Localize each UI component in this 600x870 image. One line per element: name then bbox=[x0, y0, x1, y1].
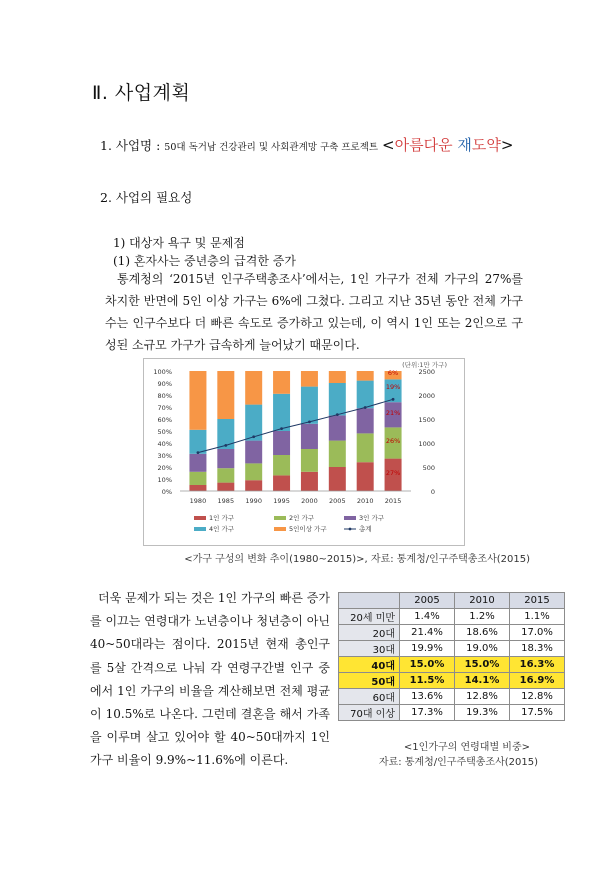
bar-segment bbox=[245, 371, 262, 405]
table-cell: 17.0% bbox=[510, 625, 565, 641]
x-tick-label: 1990 bbox=[245, 497, 262, 505]
subheading-growth: (1) 혼자사는 중년층의 급격한 증가 bbox=[113, 254, 296, 268]
brand-part-c: 도약 bbox=[471, 136, 501, 154]
row-label: 60대 bbox=[339, 689, 400, 705]
table-header-2015: 2015 bbox=[510, 593, 565, 609]
bar-segment bbox=[245, 463, 262, 480]
bar-segment bbox=[273, 371, 290, 394]
y-tick-left: 20% bbox=[157, 464, 172, 472]
legend-label: 1인 가구 bbox=[209, 514, 235, 522]
table-cell: 21.4% bbox=[400, 625, 455, 641]
legend-swatch bbox=[194, 527, 206, 531]
bar-annotation: 6% bbox=[387, 369, 399, 377]
table-header-row bbox=[339, 593, 565, 609]
table-header-2010: 2010 bbox=[455, 593, 510, 609]
table-cell: 14.1% bbox=[455, 673, 510, 689]
legend-line-marker bbox=[349, 528, 352, 531]
table-cell: 19.0% bbox=[455, 641, 510, 657]
table-caption: <1인가구의 연령대별 비중> bbox=[403, 742, 530, 753]
bar-segment bbox=[273, 394, 290, 431]
table-cell: 17.3% bbox=[400, 705, 455, 721]
bar-segment bbox=[189, 485, 206, 491]
table-header-2005: 2005 bbox=[400, 593, 455, 609]
bar-segment bbox=[301, 371, 318, 387]
paragraph-age-groups: 더욱 문제가 되는 것은 1인 가구의 빠른 증가를 이끄는 연령대가 노년층이나 청년층이 아닌 40~50대라는 점이다. 2015년 현재 총인구를 5살 간격으로 나눠 각 연령구간별 인구 중에서 1인 가구의 비율을 계산해보면 전체 평균이 10.5%로 나온다. 그런데 결혼을 해서 가족을 이루며 살고 있어야 할 40~50대까지 1인 가구 비율이 9.9%~11.6%에 이른다. bbox=[90, 591, 330, 768]
table-cell: 16.9% bbox=[510, 673, 565, 689]
y-tick-right: 0 bbox=[430, 488, 435, 496]
row-label: 20세 미만 bbox=[339, 609, 400, 625]
row-label: 20대 bbox=[339, 625, 400, 641]
project-description: 50대 독거남 건강관리 및 사회관계망 구축 프로젝트 bbox=[164, 142, 379, 153]
bar-segment bbox=[301, 472, 318, 491]
table-cell: 15.0% bbox=[400, 657, 455, 673]
total-point bbox=[392, 398, 395, 401]
table-cell: 19.9% bbox=[400, 641, 455, 657]
bar-segment bbox=[273, 455, 290, 475]
table-cell: 1.1% bbox=[510, 609, 565, 625]
household-composition-chart bbox=[143, 358, 465, 546]
y-tick-right: 2000 bbox=[418, 392, 435, 400]
table-cell: 19.3% bbox=[455, 705, 510, 721]
total-point bbox=[280, 427, 283, 430]
table-row bbox=[339, 705, 565, 721]
table-row bbox=[339, 641, 565, 657]
bar-segment bbox=[245, 480, 262, 491]
legend-label: 5인이상 가구 bbox=[289, 525, 327, 533]
table-cell: 17.5% bbox=[510, 705, 565, 721]
section-title: Ⅱ. 사업계획 bbox=[92, 82, 191, 104]
x-tick-label: 1995 bbox=[273, 497, 290, 505]
y-tick-right: 1500 bbox=[418, 416, 435, 424]
bar-segment bbox=[329, 383, 346, 415]
x-tick-label: 2000 bbox=[301, 497, 318, 505]
x-tick-label: 1985 bbox=[217, 497, 235, 505]
y-tick-left: 10% bbox=[157, 476, 172, 484]
bar-segment bbox=[329, 371, 346, 383]
bar-segment bbox=[217, 483, 234, 491]
x-tick-label: 2005 bbox=[329, 497, 346, 505]
legend-swatch bbox=[274, 527, 286, 531]
y-tick-left: 100% bbox=[153, 368, 172, 376]
bar-segment bbox=[217, 449, 234, 468]
table-cell: 18.6% bbox=[455, 625, 510, 641]
bar-segment bbox=[329, 467, 346, 491]
project-label: 1. 사업명 : bbox=[100, 138, 161, 153]
total-point bbox=[252, 435, 255, 438]
y-tick-left: 0% bbox=[161, 488, 172, 496]
table-cell: 11.5% bbox=[400, 673, 455, 689]
bar-segment bbox=[301, 424, 318, 449]
brand-part-a: 아름다운 bbox=[394, 136, 458, 154]
y-tick-left: 30% bbox=[157, 452, 172, 460]
right-axis-label: (단위:1만 가구) bbox=[402, 361, 447, 369]
bar-segment bbox=[245, 441, 262, 464]
table-row bbox=[339, 625, 565, 641]
chart-svg bbox=[144, 359, 464, 545]
legend-label: 4인 가구 bbox=[209, 525, 235, 533]
legend-swatch bbox=[194, 516, 206, 520]
row-label: 30대 bbox=[339, 641, 400, 657]
bar-segment bbox=[357, 462, 374, 491]
x-tick-label: 2015 bbox=[384, 497, 402, 505]
subheading-needs: 1) 대상자 욕구 및 문제점 bbox=[113, 236, 245, 250]
bar-segment bbox=[357, 381, 374, 409]
table-header-corner bbox=[339, 593, 400, 609]
bar-segment bbox=[301, 449, 318, 472]
row-label: 70대 이상 bbox=[339, 705, 400, 721]
bar-segment bbox=[189, 371, 206, 430]
necessity-heading: 2. 사업의 필요성 bbox=[100, 190, 193, 205]
table-source: 자료: 통계청/인구주택총조사(2015) bbox=[378, 757, 538, 768]
brand-close: > bbox=[500, 136, 514, 154]
legend-label: 3인 가구 bbox=[359, 514, 385, 522]
project-name-line bbox=[100, 134, 513, 155]
bar-annotation: 27% bbox=[385, 469, 401, 477]
bar-segment bbox=[273, 431, 290, 455]
row-label: 40대 bbox=[339, 657, 400, 673]
table-row bbox=[339, 689, 565, 705]
bar-annotation: 21% bbox=[385, 409, 401, 417]
brand-open: < bbox=[382, 136, 395, 154]
bar-segment bbox=[329, 441, 346, 467]
legend-swatch bbox=[274, 516, 286, 520]
x-tick-label: 1980 bbox=[189, 497, 207, 505]
total-point bbox=[224, 444, 227, 447]
legend-label: 총계 bbox=[359, 525, 372, 533]
table-body bbox=[339, 609, 565, 721]
table-cell: 1.4% bbox=[400, 609, 455, 625]
bar-segment bbox=[217, 468, 234, 482]
paragraph-household-stats: 통계청의 ‘2015년 인구주택총조사’에서는, 1인 가구가 전체 가구의 27%를 차지한 반면에 5인 이상 가구는 6%에 그쳤다. 그리고 지난 35년 동안 전체 가구수는 인구수보다 더 빠른 속도로 증가하고 있는데, 이 역시 1인 또는 2인으로 구성된 소규모 가구가 급속하게 늘어났기 때문이다. bbox=[105, 272, 523, 352]
y-tick-right: 500 bbox=[422, 464, 435, 472]
bar-segment bbox=[301, 387, 318, 424]
x-tick-label: 2010 bbox=[356, 497, 374, 505]
bar-annotation: 26% bbox=[385, 437, 401, 445]
legend-label: 2인 가구 bbox=[289, 514, 315, 522]
bar-segment bbox=[357, 371, 374, 381]
table-cell: 18.3% bbox=[510, 641, 565, 657]
bar-segment bbox=[357, 408, 374, 433]
table-cell: 16.3% bbox=[510, 657, 565, 673]
bar-segment bbox=[189, 454, 206, 472]
table-cell: 15.0% bbox=[455, 657, 510, 673]
total-point bbox=[197, 451, 200, 454]
y-tick-left: 60% bbox=[157, 416, 172, 424]
bar-segment bbox=[329, 415, 346, 440]
bar-segment bbox=[189, 430, 206, 454]
bar-annotation: 19% bbox=[385, 383, 401, 391]
chart-caption: <가구 구성의 변화 추이(1980~2015)>, 자료: 통계청/인구주택총조사(2015) bbox=[184, 554, 530, 565]
y-tick-right: 1000 bbox=[418, 440, 435, 448]
y-tick-left: 90% bbox=[157, 380, 172, 388]
row-label: 50대 bbox=[339, 673, 400, 689]
table-cell: 1.2% bbox=[455, 609, 510, 625]
table-row bbox=[339, 673, 565, 689]
bar-segment bbox=[189, 472, 206, 485]
table-cell: 13.6% bbox=[400, 689, 455, 705]
age-group-table bbox=[338, 592, 565, 721]
y-tick-left: 50% bbox=[157, 428, 172, 436]
table-cell: 12.8% bbox=[510, 689, 565, 705]
total-point bbox=[336, 413, 339, 416]
bar-segment bbox=[217, 371, 234, 419]
y-tick-left: 80% bbox=[157, 392, 172, 400]
y-tick-left: 70% bbox=[157, 404, 172, 412]
table-cell: 12.8% bbox=[455, 689, 510, 705]
brand-part-b: 재 bbox=[457, 136, 472, 154]
legend-swatch bbox=[344, 516, 356, 520]
y-tick-left: 40% bbox=[157, 440, 172, 448]
y-tick-right: 2500 bbox=[418, 368, 435, 376]
project-brand bbox=[382, 136, 513, 154]
total-point bbox=[308, 420, 311, 423]
total-point bbox=[364, 406, 367, 409]
table-row bbox=[339, 609, 565, 625]
table-row bbox=[339, 657, 565, 673]
bar-segment bbox=[273, 475, 290, 491]
bar-segment bbox=[357, 433, 374, 462]
